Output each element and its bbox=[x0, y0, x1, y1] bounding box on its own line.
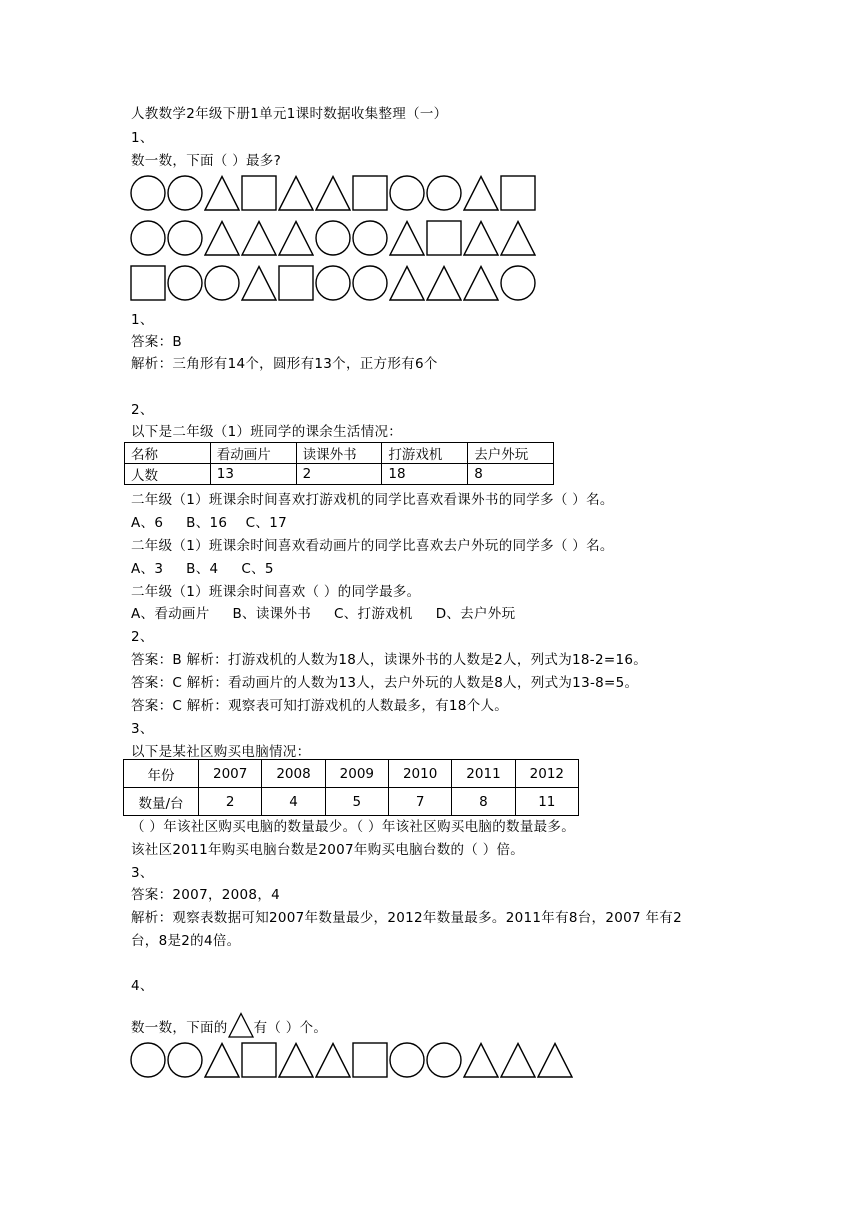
circle-icon bbox=[426, 1042, 462, 1078]
q3-analysis-line-2: 台，8是2的4倍。 bbox=[131, 933, 241, 949]
circle-icon bbox=[167, 265, 203, 301]
table-cell: 去户外玩 bbox=[468, 443, 554, 464]
triangle-icon bbox=[500, 1042, 536, 1078]
circle-icon bbox=[167, 175, 203, 211]
triangle-icon bbox=[204, 220, 240, 256]
circle-icon bbox=[352, 220, 388, 256]
square-icon bbox=[352, 1042, 388, 1078]
triangle-icon bbox=[500, 220, 536, 256]
triangle-icon bbox=[463, 265, 499, 301]
q4-number: 4、 bbox=[131, 978, 154, 994]
table-cell: 年份 bbox=[124, 760, 199, 788]
square-icon bbox=[241, 1042, 277, 1078]
q3-analysis-line-1: 解析：观察表数据可知2007年数量最少，2012年数量最多。2011年有8台，2007 年有2 bbox=[131, 910, 682, 926]
square-icon bbox=[500, 175, 536, 211]
q2-sub-question-3: 二年级（1）班课余时间喜欢（ ）的同学最多。 bbox=[131, 584, 421, 600]
q1-number: 1、 bbox=[131, 130, 154, 146]
q3-intro: 以下是某社区购买电脑情况： bbox=[131, 744, 311, 760]
triangle-icon bbox=[426, 265, 462, 301]
square-icon bbox=[426, 220, 462, 256]
q4-text-after: 有（ ）个。 bbox=[253, 1020, 328, 1036]
table-cell: 8 bbox=[468, 464, 554, 485]
circle-icon bbox=[426, 175, 462, 211]
table-cell: 2011 bbox=[452, 760, 515, 788]
q2-number: 2、 bbox=[131, 402, 154, 418]
triangle-icon bbox=[463, 1042, 499, 1078]
q2-answer-1: 答案：B 解析：打游戏机的人数为18人，读课外书的人数是2人，列式为18-2=16。 bbox=[131, 652, 648, 668]
q3-sub-question-1: （ ）年该社区购买电脑的数量最少。（ ）年该社区购买电脑的数量最多。 bbox=[131, 819, 576, 835]
triangle-icon bbox=[389, 265, 425, 301]
circle-icon bbox=[352, 265, 388, 301]
circle-icon bbox=[315, 220, 351, 256]
square-icon bbox=[130, 265, 166, 301]
table-cell: 4 bbox=[262, 788, 325, 816]
table-cell: 7 bbox=[388, 788, 451, 816]
triangle-icon bbox=[241, 265, 277, 301]
circle-icon bbox=[500, 265, 536, 301]
q2-answer-3: 答案：C 解析：观察表可知打游戏机的人数最多，有18个人。 bbox=[131, 698, 509, 714]
q2-intro: 以下是二年级（1）班同学的课余生活情况： bbox=[131, 424, 403, 440]
q3-answer: 答案：2007，2008，4 bbox=[131, 887, 281, 903]
circle-icon bbox=[130, 220, 166, 256]
table-cell: 名称 bbox=[125, 443, 211, 464]
q1-answer-number: 1、 bbox=[131, 312, 154, 328]
circle-icon bbox=[389, 175, 425, 211]
table-cell: 2012 bbox=[515, 760, 578, 788]
triangle-icon bbox=[463, 175, 499, 211]
circle-icon bbox=[130, 1042, 166, 1078]
table-cell: 8 bbox=[452, 788, 515, 816]
table-cell: 11 bbox=[515, 788, 578, 816]
table-cell: 数量/台 bbox=[124, 788, 199, 816]
triangle-icon bbox=[389, 220, 425, 256]
q2-sub-question-1: 二年级（1）班课余时间喜欢打游戏机的同学比喜欢看课外书的同学多（ ）名。 bbox=[131, 492, 614, 508]
table-cell: 看动画片 bbox=[210, 443, 296, 464]
table-row bbox=[124, 788, 579, 816]
table-row bbox=[125, 443, 554, 464]
q2-table bbox=[124, 442, 554, 485]
triangle-icon bbox=[241, 220, 277, 256]
square-icon bbox=[278, 265, 314, 301]
q2-sub-question-2: 二年级（1）班课余时间喜欢看动画片的同学比喜欢去户外玩的同学多（ ）名。 bbox=[131, 538, 614, 554]
q2-answer-2: 答案：C 解析：看动画片的人数为13人，去户外玩的人数是8人，列式为13-8=5。 bbox=[131, 675, 639, 691]
circle-icon bbox=[204, 265, 240, 301]
triangle-icon bbox=[204, 175, 240, 211]
circle-icon bbox=[167, 1042, 203, 1078]
triangle-icon bbox=[204, 1042, 240, 1078]
q2-options-3: A、看动画片 B、读课外书 C、打游戏机 D、去户外玩 bbox=[131, 606, 516, 622]
triangle-icon bbox=[537, 1042, 573, 1078]
q3-number: 3、 bbox=[131, 721, 154, 737]
q2-answer-number: 2、 bbox=[131, 629, 154, 645]
square-icon bbox=[352, 175, 388, 211]
table-cell: 打游戏机 bbox=[382, 443, 468, 464]
q3-answer-number: 3、 bbox=[131, 865, 154, 881]
circle-icon bbox=[167, 220, 203, 256]
triangle-icon bbox=[315, 1042, 351, 1078]
table-row bbox=[125, 464, 554, 485]
table-cell: 2007 bbox=[199, 760, 262, 788]
triangle-icon bbox=[278, 220, 314, 256]
q3-table bbox=[123, 759, 579, 816]
table-cell: 5 bbox=[325, 788, 388, 816]
q1-analysis: 解析：三角形有14个，圆形有13个，正方形有6个 bbox=[131, 356, 438, 372]
table-cell: 2008 bbox=[262, 760, 325, 788]
table-cell: 2 bbox=[296, 464, 382, 485]
circle-icon bbox=[130, 175, 166, 211]
triangle-icon bbox=[228, 1012, 254, 1043]
table-cell: 2 bbox=[199, 788, 262, 816]
square-icon bbox=[241, 175, 277, 211]
q1-answer: 答案：B bbox=[131, 334, 182, 350]
circle-icon bbox=[315, 265, 351, 301]
doc-title: 人教数学2年级下册1单元1课时数据收集整理（一） bbox=[131, 106, 448, 122]
triangle-icon bbox=[315, 175, 351, 211]
q4-text-before: 数一数，下面的 bbox=[131, 1020, 228, 1036]
circle-icon bbox=[389, 1042, 425, 1078]
table-row bbox=[124, 760, 579, 788]
q4-text bbox=[131, 1012, 327, 1043]
q2-options-2: A、3 B、4 C、5 bbox=[131, 561, 274, 577]
triangle-icon bbox=[278, 1042, 314, 1078]
table-cell: 读课外书 bbox=[296, 443, 382, 464]
table-cell: 13 bbox=[210, 464, 296, 485]
table-cell: 18 bbox=[382, 464, 468, 485]
triangle-icon bbox=[278, 175, 314, 211]
q1-text: 数一数，下面（ ）最多? bbox=[131, 153, 282, 169]
q2-options-1: A、6 B、16 C、17 bbox=[131, 515, 287, 531]
table-cell: 2009 bbox=[325, 760, 388, 788]
table-cell: 人数 bbox=[125, 464, 211, 485]
q3-sub-question-2: 该社区2011年购买电脑台数是2007年购买电脑台数的（ ）倍。 bbox=[131, 842, 525, 858]
triangle-icon bbox=[463, 220, 499, 256]
table-cell: 2010 bbox=[388, 760, 451, 788]
